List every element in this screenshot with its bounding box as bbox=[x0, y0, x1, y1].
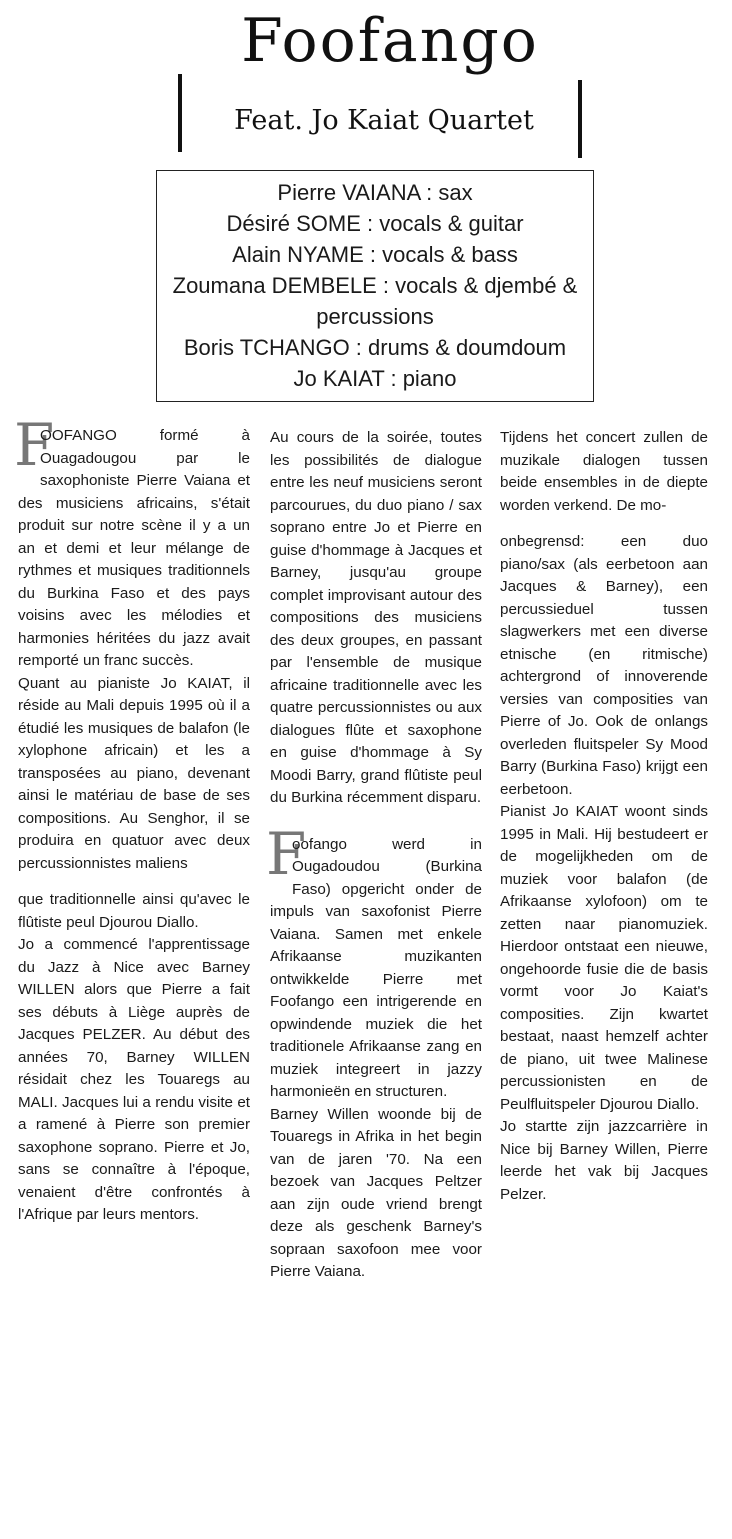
lineup-item: percussions bbox=[316, 304, 434, 329]
lineup-item: Désiré SOME : vocals & guitar bbox=[226, 211, 524, 236]
dutch-paragraph: Jo startte zijn jazzcarrière in Nice bij Barney Willen, Pierre leerde het vak bij Jacques Pelzer. bbox=[500, 1118, 708, 1203]
lineup-item: Pierre VAIANA : sax bbox=[277, 180, 473, 205]
title-bar-left bbox=[178, 74, 182, 152]
dutch-paragraph: Barney Willen woonde bij de Touaregs in Afrika in het begin van de jaren '70. Na een bezoek van Jacques Peltzer aan zijn oude vriend brengt deze als geschenk Barney's sopraan saxofoon mee voor Pierre Vaiana. bbox=[270, 1105, 482, 1280]
page-subtitle: Feat. Jo Kaiat Quartet bbox=[234, 105, 534, 136]
drop-cap: F bbox=[14, 411, 55, 479]
french-paragraph: Jo a commencé l'apprentissage du Jazz à Nice avec Barney WILLEN alors que Pierre a fait ses débuts à Liège auprès de Jacques PELZER. Au début des années 70, Barney WILLEN résidait chez les Touaregs au MALI. Jacques lui a rendu visite et a ramené à Pierre son premier saxophone soprano. Pierre et Jo, sans se connaître à l'époque, venaient d'être confrontés à l'Afrique par leurs mentors. bbox=[18, 936, 250, 1223]
dutch-paragraph: Tijdens het concert zullen de muzikale dialogen tussen beide ensembles in de diepte worden verkend. De mo- bbox=[500, 429, 708, 514]
lineup-box bbox=[156, 170, 594, 402]
article-column-3 bbox=[500, 427, 708, 1206]
french-paragraph: Quant au pianiste Jo KAIAT, il réside au Mali depuis 1995 où il a étudié les musiques de balafon (le xylophone africain) et les a transposées au piano, devenant ainsi le matériau de base de ses compositions. Au Senghor, il se produira en quatuor avec deux percussionnistes maliens bbox=[18, 674, 250, 872]
lineup-item: Jo KAIAT : piano bbox=[293, 366, 457, 391]
dutch-paragraph: Pianist Jo KAIAT woont sinds 1995 in Mali. Hij bestudeert er de mogelijkheden om de muziek voor balafon (de Afrikaanse xylofoon) om te zetten naar pianomuziek. Hierdoor ontstaat een nieuwe, ongehoorde fusie die de basis vormt voor Jo Kaiat's composities. Zijn kwartet bestaat, naast hemzelf achter de piano, uit twee Malinese percussionisten en de Peulfluitspeler Djourou Diallo. bbox=[500, 803, 708, 1113]
page-title: Foofango bbox=[241, 6, 539, 76]
dutch-paragraph: oofango werd in Ougadoudou (Burkina Faso) opgericht onder de impuls van saxofonist Pierre Vaiana. Samen met enkele Afrikaanse muzikanten ontwikkelde Pierre met Foofango een intrigerende en opwindende muziek die het traditionele Afrikaanse zang en muziek integreert in jazzy harmonieën en structuren. bbox=[270, 835, 482, 1100]
lineup-item: Boris TCHANGO : drums & doumdoum bbox=[183, 335, 567, 360]
lineup-item: Zoumana DEMBELE : vocals & djembé & bbox=[172, 273, 578, 298]
drop-cap: F bbox=[266, 819, 307, 888]
french-paragraph: Au cours de la soirée, toutes les possibilités de dialogue entre les neuf musiciens seront parcourues, du duo piano / sax soprano entre Jo et Pierre en guise d'hommage à Jacques et Barney, jusqu'au groupe complet improvisant autour des compositions des musiciens des deux groupes, en passant par l'ensemble de musique africaine traditionnelle avec les quatre percussionnistes ou aux dialogues flûte et saxophone en guise d'hommage à Sy Moodi Barry, grand flûtiste peul du Burkina récemment disparu. bbox=[270, 429, 482, 806]
lineup-item: Alain NYAME : vocals & bass bbox=[232, 242, 518, 267]
french-paragraph: que traditionnelle ainsi qu'avec le flûtiste peul Djourou Diallo. bbox=[18, 891, 250, 931]
french-paragraph: OOFANGO formé à Ouagadougou par le saxophoniste Pierre Vaiana et des musiciens africains, s'était produit sur notre scène il y a un an et demi et leur mélange de rythmes et musiques traditionnels du Burkina Faso et des pays voisins avec les mélodies et harmonies héritées du jazz avait remporté un franc succès. bbox=[18, 427, 250, 669]
article-column-2 bbox=[266, 427, 482, 1284]
dutch-paragraph: onbegrensd: een duo piano/sax (als eerbetoon aan Jacques & Barney), een percussieduel tussen slagwerkers met een diverse etnische (en ritmische) achtergrond of innoverende versies van composities van Pierre of Jo. Ook de onlangs overleden fluitspeler Sy Mood Barry (Burkina Faso) krijgt een eerbetoon. bbox=[500, 533, 708, 798]
title-bar-right bbox=[578, 80, 582, 158]
article-column-1 bbox=[14, 411, 250, 1227]
